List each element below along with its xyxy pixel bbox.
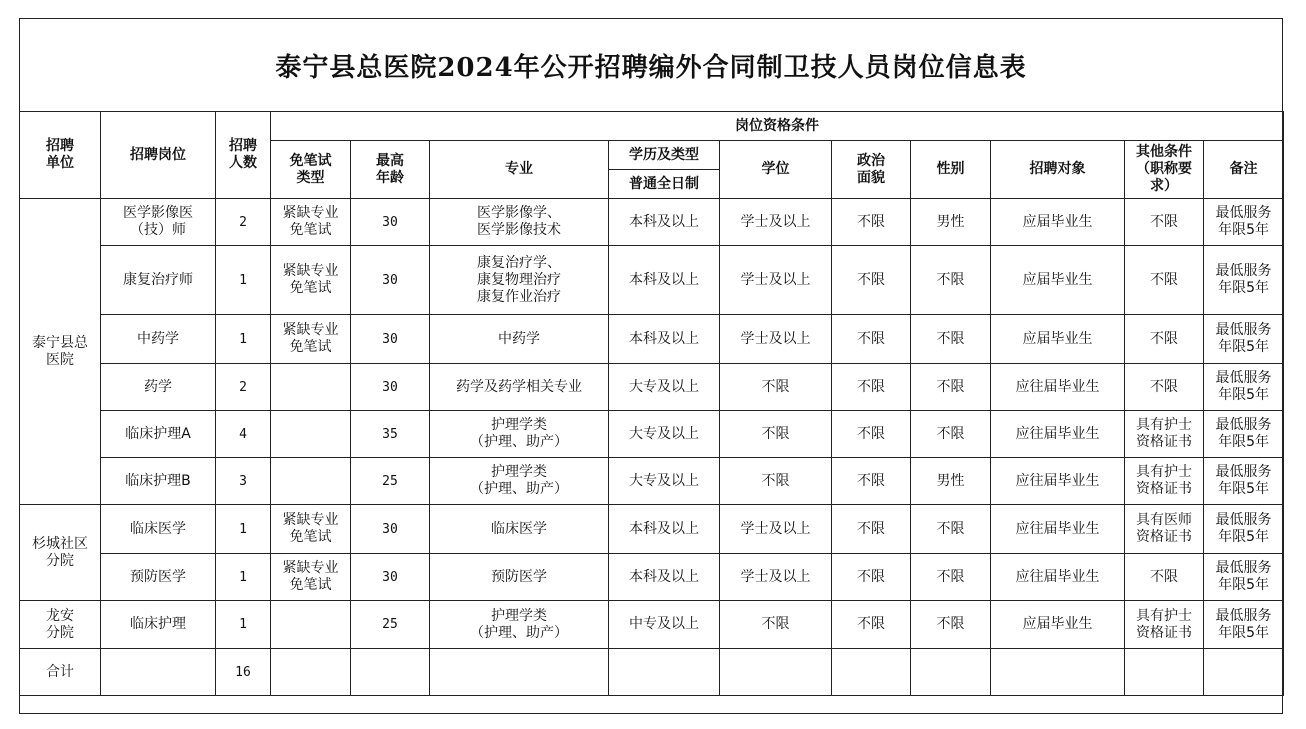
- target-cell: 应届毕业生: [991, 246, 1125, 315]
- note-cell: 最低服务 年限5年: [1204, 199, 1284, 246]
- position-table: [19, 111, 1284, 696]
- edu-cell: 本科及以上: [609, 246, 720, 315]
- table-row: [20, 411, 1284, 458]
- empty-cell: [351, 649, 430, 696]
- header-post: 招聘岗位: [101, 112, 216, 199]
- age-cell: 35: [351, 411, 430, 458]
- empty-cell: [1204, 649, 1284, 696]
- edu-cell: 大专及以上: [609, 458, 720, 505]
- degree-cell: 学士及以上: [720, 199, 832, 246]
- note-cell: 最低服务 年限5年: [1204, 315, 1284, 364]
- note-cell: 最低服务 年限5年: [1204, 505, 1284, 554]
- header-note: 备注: [1204, 141, 1284, 199]
- unit-cell: 杉城社区 分院: [20, 505, 101, 601]
- major-cell: 药学及药学相关专业: [430, 364, 609, 411]
- empty-cell: [1125, 649, 1204, 696]
- politics-cell: 不限: [832, 364, 911, 411]
- other-cell: 具有护士 资格证书: [1125, 458, 1204, 505]
- target-cell: 应往届毕业生: [991, 364, 1125, 411]
- count-cell: 1: [216, 315, 271, 364]
- politics-cell: 不限: [832, 315, 911, 364]
- note-cell: 最低服务 年限5年: [1204, 246, 1284, 315]
- table-row: [20, 364, 1284, 411]
- header-exam-type: 免笔试 类型: [271, 141, 351, 199]
- unit-cell: 龙安 分院: [20, 601, 101, 649]
- other-cell: 具有护士 资格证书: [1125, 601, 1204, 649]
- empty-cell: [911, 649, 991, 696]
- count-cell: 4: [216, 411, 271, 458]
- empty-cell: [271, 649, 351, 696]
- count-cell: 2: [216, 199, 271, 246]
- target-cell: 应往届毕业生: [991, 458, 1125, 505]
- header-fulltime: 普通全日制: [609, 170, 720, 199]
- major-cell: 预防医学: [430, 554, 609, 601]
- note-cell: 最低服务 年限5年: [1204, 458, 1284, 505]
- table-row: [20, 246, 1284, 315]
- exam-cell: [271, 364, 351, 411]
- politics-cell: 不限: [832, 246, 911, 315]
- politics-cell: 不限: [832, 199, 911, 246]
- target-cell: 应届毕业生: [991, 199, 1125, 246]
- age-cell: 30: [351, 554, 430, 601]
- total-count: 16: [216, 649, 271, 696]
- page-title: 泰宁县总医院2024年公开招聘编外合同制卫技人员岗位信息表: [275, 52, 1027, 83]
- exam-cell: 紧缺专业 免笔试: [271, 554, 351, 601]
- empty-cell: [832, 649, 911, 696]
- header-major: 专业: [430, 141, 609, 199]
- count-cell: 1: [216, 554, 271, 601]
- target-cell: 应往届毕业生: [991, 505, 1125, 554]
- degree-cell: 不限: [720, 601, 832, 649]
- gender-cell: 不限: [911, 315, 991, 364]
- edu-cell: 大专及以上: [609, 411, 720, 458]
- count-cell: 1: [216, 505, 271, 554]
- target-cell: 应届毕业生: [991, 601, 1125, 649]
- other-cell: 具有医师 资格证书: [1125, 505, 1204, 554]
- degree-cell: 学士及以上: [720, 554, 832, 601]
- table-row: [20, 199, 1284, 246]
- other-cell: 不限: [1125, 554, 1204, 601]
- header-target: 招聘对象: [991, 141, 1125, 199]
- count-cell: 2: [216, 364, 271, 411]
- edu-cell: 本科及以上: [609, 199, 720, 246]
- major-cell: 护理学类 （护理、助产）: [430, 601, 609, 649]
- politics-cell: 不限: [832, 458, 911, 505]
- table-row: [20, 505, 1284, 554]
- header-unit: 招聘 单位: [20, 112, 101, 199]
- total-label: 合计: [20, 649, 101, 696]
- other-cell: 不限: [1125, 246, 1204, 315]
- table-row: [20, 458, 1284, 505]
- target-cell: 应往届毕业生: [991, 554, 1125, 601]
- header-qualification-group: 岗位资格条件: [271, 112, 1284, 141]
- exam-cell: 紧缺专业 免笔试: [271, 199, 351, 246]
- target-cell: 应届毕业生: [991, 315, 1125, 364]
- post-cell: 临床护理A: [101, 411, 216, 458]
- table-row: [20, 601, 1284, 649]
- major-cell: 中药学: [430, 315, 609, 364]
- edu-cell: 本科及以上: [609, 315, 720, 364]
- gender-cell: 男性: [911, 199, 991, 246]
- post-cell: 临床医学: [101, 505, 216, 554]
- degree-cell: 不限: [720, 411, 832, 458]
- note-cell: 最低服务 年限5年: [1204, 554, 1284, 601]
- post-cell: 中药学: [101, 315, 216, 364]
- exam-cell: [271, 458, 351, 505]
- degree-cell: 学士及以上: [720, 315, 832, 364]
- empty-cell: [991, 649, 1125, 696]
- degree-cell: 不限: [720, 364, 832, 411]
- other-cell: 不限: [1125, 364, 1204, 411]
- politics-cell: 不限: [832, 411, 911, 458]
- age-cell: 25: [351, 601, 430, 649]
- major-cell: 康复治疗学、 康复物理治疗 康复作业治疗: [430, 246, 609, 315]
- gender-cell: 男性: [911, 458, 991, 505]
- other-cell: 具有护士 资格证书: [1125, 411, 1204, 458]
- gender-cell: 不限: [911, 246, 991, 315]
- header-count: 招聘 人数: [216, 112, 271, 199]
- politics-cell: 不限: [832, 505, 911, 554]
- other-cell: 不限: [1125, 315, 1204, 364]
- exam-cell: 紧缺专业 免笔试: [271, 246, 351, 315]
- age-cell: 30: [351, 199, 430, 246]
- gender-cell: 不限: [911, 364, 991, 411]
- note-cell: 最低服务 年限5年: [1204, 601, 1284, 649]
- post-cell: 临床护理B: [101, 458, 216, 505]
- gender-cell: 不限: [911, 411, 991, 458]
- age-cell: 30: [351, 315, 430, 364]
- gender-cell: 不限: [911, 601, 991, 649]
- target-cell: 应往届毕业生: [991, 411, 1125, 458]
- empty-cell: [720, 649, 832, 696]
- total-row: [20, 649, 1284, 696]
- empty-cell: [101, 649, 216, 696]
- title-box: [20, 19, 1282, 112]
- header-politics: 政治 面貌: [832, 141, 911, 199]
- gender-cell: 不限: [911, 505, 991, 554]
- edu-cell: 本科及以上: [609, 505, 720, 554]
- empty-cell: [609, 649, 720, 696]
- recruitment-sheet: [19, 18, 1283, 714]
- politics-cell: 不限: [832, 601, 911, 649]
- exam-cell: 紧缺专业 免笔试: [271, 505, 351, 554]
- empty-cell: [430, 649, 609, 696]
- unit-cell: 泰宁县总 医院: [20, 199, 101, 505]
- exam-cell: 紧缺专业 免笔试: [271, 315, 351, 364]
- post-cell: 康复治疗师: [101, 246, 216, 315]
- age-cell: 30: [351, 505, 430, 554]
- note-cell: 最低服务 年限5年: [1204, 411, 1284, 458]
- age-cell: 30: [351, 364, 430, 411]
- politics-cell: 不限: [832, 554, 911, 601]
- edu-cell: 大专及以上: [609, 364, 720, 411]
- degree-cell: 学士及以上: [720, 246, 832, 315]
- major-cell: 临床医学: [430, 505, 609, 554]
- degree-cell: 学士及以上: [720, 505, 832, 554]
- count-cell: 3: [216, 458, 271, 505]
- major-cell: 护理学类 （护理、助产）: [430, 458, 609, 505]
- header-education-type: 学历及类型: [609, 141, 720, 170]
- exam-cell: [271, 411, 351, 458]
- major-cell: 医学影像学、 医学影像技术: [430, 199, 609, 246]
- edu-cell: 本科及以上: [609, 554, 720, 601]
- count-cell: 1: [216, 246, 271, 315]
- other-cell: 不限: [1125, 199, 1204, 246]
- major-cell: 护理学类 （护理、助产）: [430, 411, 609, 458]
- header-max-age: 最高 年龄: [351, 141, 430, 199]
- header-gender: 性别: [911, 141, 991, 199]
- note-cell: 最低服务 年限5年: [1204, 364, 1284, 411]
- table-row: [20, 554, 1284, 601]
- exam-cell: [271, 601, 351, 649]
- header-degree: 学位: [720, 141, 832, 199]
- edu-cell: 中专及以上: [609, 601, 720, 649]
- age-cell: 30: [351, 246, 430, 315]
- header-other-conditions: 其他条件 （职称要 求）: [1125, 141, 1204, 199]
- count-cell: 1: [216, 601, 271, 649]
- post-cell: 预防医学: [101, 554, 216, 601]
- post-cell: 临床护理: [101, 601, 216, 649]
- post-cell: 医学影像医 （技）师: [101, 199, 216, 246]
- table-row: [20, 315, 1284, 364]
- gender-cell: 不限: [911, 554, 991, 601]
- degree-cell: 不限: [720, 458, 832, 505]
- post-cell: 药学: [101, 364, 216, 411]
- age-cell: 25: [351, 458, 430, 505]
